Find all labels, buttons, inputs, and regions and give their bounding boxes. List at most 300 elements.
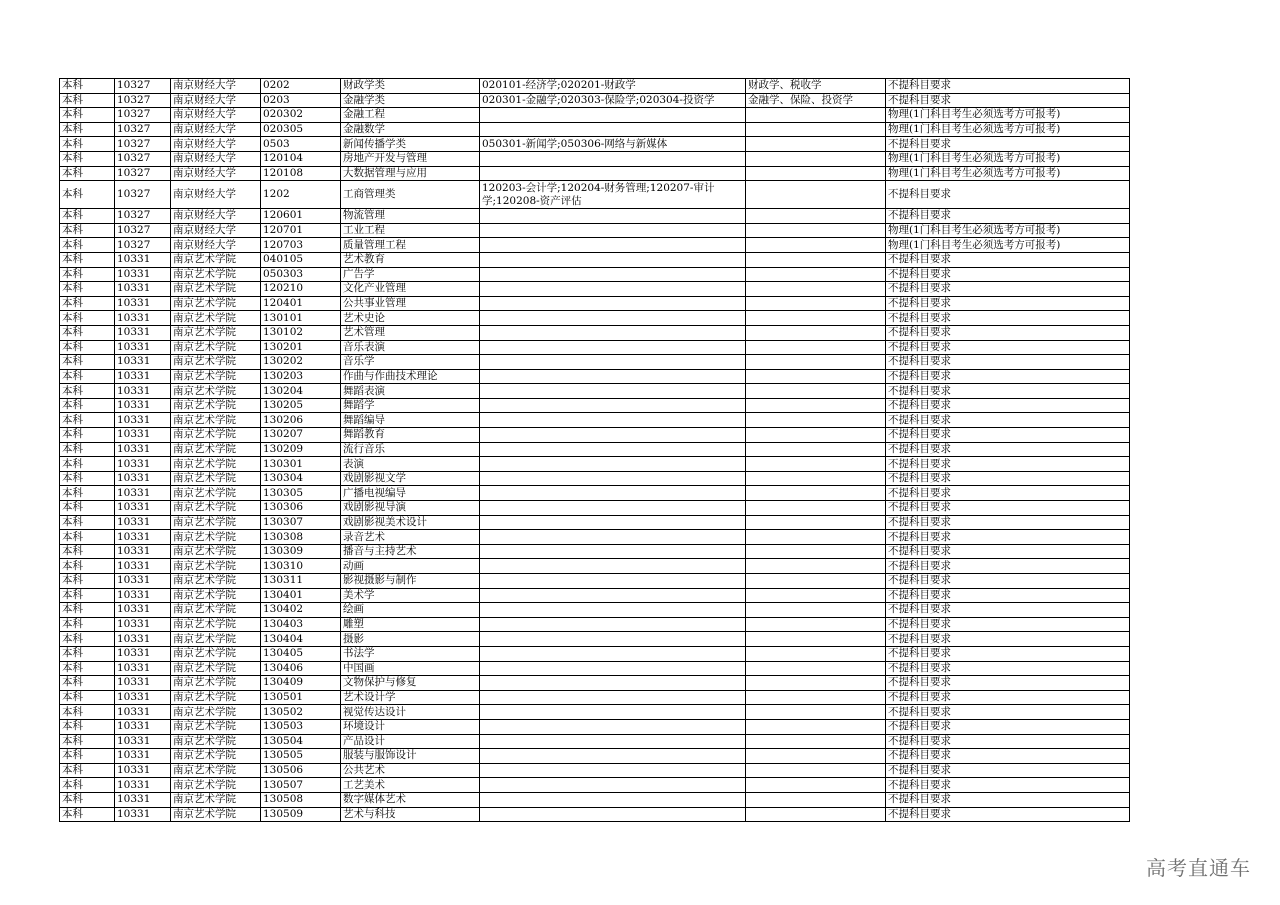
table-row <box>60 763 1130 778</box>
included-majors-cell <box>480 340 746 355</box>
level-cell: 本科 <box>60 369 115 384</box>
subject-requirement-cell: 不提科目要求 <box>886 661 1130 676</box>
major-code-cell: 130304 <box>261 471 341 486</box>
school-code-cell: 10331 <box>115 398 171 413</box>
notes-cell <box>746 792 886 807</box>
subject-requirement-cell: 物理(1门科目考生必须选考方可报考) <box>886 108 1130 123</box>
notes-cell <box>746 574 886 589</box>
notes-cell <box>746 778 886 793</box>
subject-requirement-cell: 不提科目要求 <box>886 792 1130 807</box>
major-name-cell: 大数据管理与应用 <box>341 166 480 181</box>
school-code-cell: 10331 <box>115 690 171 705</box>
school-code-cell: 10331 <box>115 413 171 428</box>
level-cell: 本科 <box>60 137 115 152</box>
major-name-cell: 音乐表演 <box>341 340 480 355</box>
school-name-cell: 南京艺术学院 <box>171 792 261 807</box>
included-majors-cell <box>480 501 746 516</box>
level-cell: 本科 <box>60 355 115 370</box>
school-name-cell: 南京艺术学院 <box>171 282 261 297</box>
major-code-cell: 120401 <box>261 296 341 311</box>
table-row <box>60 471 1130 486</box>
major-name-cell: 动画 <box>341 559 480 574</box>
notes-cell <box>746 763 886 778</box>
notes-cell <box>746 807 886 822</box>
school-code-cell: 10327 <box>115 137 171 152</box>
notes-cell <box>746 719 886 734</box>
level-cell: 本科 <box>60 603 115 618</box>
level-cell: 本科 <box>60 646 115 661</box>
major-name-cell: 文物保护与修复 <box>341 676 480 691</box>
major-name-cell: 书法学 <box>341 646 480 661</box>
major-code-cell: 0203 <box>261 93 341 108</box>
school-name-cell: 南京艺术学院 <box>171 515 261 530</box>
subject-requirement-cell: 不提科目要求 <box>886 705 1130 720</box>
subject-requirement-cell: 不提科目要求 <box>886 617 1130 632</box>
major-name-cell: 舞蹈学 <box>341 398 480 413</box>
subject-requirement-cell: 不提科目要求 <box>886 471 1130 486</box>
included-majors-cell <box>480 705 746 720</box>
included-majors-cell <box>480 515 746 530</box>
table-row <box>60 676 1130 691</box>
school-name-cell: 南京财经大学 <box>171 93 261 108</box>
school-name-cell: 南京艺术学院 <box>171 574 261 589</box>
major-name-cell: 公共事业管理 <box>341 296 480 311</box>
notes-cell <box>746 282 886 297</box>
included-majors-cell <box>480 792 746 807</box>
school-code-cell: 10331 <box>115 530 171 545</box>
school-code-cell: 10331 <box>115 515 171 530</box>
included-majors-cell <box>480 166 746 181</box>
school-name-cell: 南京艺术学院 <box>171 340 261 355</box>
major-code-cell: 120601 <box>261 209 341 224</box>
major-code-cell: 130102 <box>261 325 341 340</box>
school-code-cell: 10331 <box>115 296 171 311</box>
major-code-cell: 0503 <box>261 137 341 152</box>
school-code-cell: 10331 <box>115 632 171 647</box>
included-majors-cell <box>480 486 746 501</box>
major-code-cell: 130310 <box>261 559 341 574</box>
included-majors-cell <box>480 574 746 589</box>
major-code-cell: 040105 <box>261 252 341 267</box>
subject-requirement-cell: 不提科目要求 <box>886 282 1130 297</box>
level-cell: 本科 <box>60 93 115 108</box>
school-name-cell: 南京艺术学院 <box>171 384 261 399</box>
major-code-cell: 130308 <box>261 530 341 545</box>
school-name-cell: 南京艺术学院 <box>171 617 261 632</box>
included-majors-cell <box>480 355 746 370</box>
subject-requirement-cell: 不提科目要求 <box>886 646 1130 661</box>
notes-cell <box>746 588 886 603</box>
major-code-cell: 130405 <box>261 646 341 661</box>
subject-requirement-cell: 不提科目要求 <box>886 384 1130 399</box>
table-row <box>60 646 1130 661</box>
school-name-cell: 南京艺术学院 <box>171 763 261 778</box>
major-name-cell: 艺术管理 <box>341 325 480 340</box>
included-majors-cell <box>480 603 746 618</box>
subject-requirement-cell: 物理(1门科目考生必须选考方可报考) <box>886 166 1130 181</box>
included-majors-cell <box>480 108 746 123</box>
school-name-cell: 南京艺术学院 <box>171 457 261 472</box>
table-row <box>60 282 1130 297</box>
level-cell: 本科 <box>60 501 115 516</box>
table-row <box>60 79 1130 94</box>
notes-cell <box>746 209 886 224</box>
subject-requirement-cell: 不提科目要求 <box>886 544 1130 559</box>
subject-requirement-cell: 不提科目要求 <box>886 209 1130 224</box>
major-code-cell: 130506 <box>261 763 341 778</box>
school-name-cell: 南京财经大学 <box>171 223 261 238</box>
notes-cell <box>746 296 886 311</box>
included-majors-cell: 020101-经济学;020201-财政学 <box>480 79 746 94</box>
table-row <box>60 369 1130 384</box>
table-row <box>60 238 1130 253</box>
subject-requirement-cell: 不提科目要求 <box>886 719 1130 734</box>
school-name-cell: 南京艺术学院 <box>171 705 261 720</box>
subject-requirement-cell: 不提科目要求 <box>886 763 1130 778</box>
major-code-cell: 020305 <box>261 122 341 137</box>
school-code-cell: 10331 <box>115 355 171 370</box>
subject-requirement-cell: 不提科目要求 <box>886 137 1130 152</box>
school-name-cell: 南京艺术学院 <box>171 559 261 574</box>
major-code-cell: 130504 <box>261 734 341 749</box>
subject-requirement-cell: 不提科目要求 <box>886 355 1130 370</box>
major-code-cell: 130401 <box>261 588 341 603</box>
table-row <box>60 617 1130 632</box>
notes-cell <box>746 137 886 152</box>
major-name-cell: 新闻传播学类 <box>341 137 480 152</box>
subject-requirement-cell: 不提科目要求 <box>886 398 1130 413</box>
major-code-cell: 130209 <box>261 442 341 457</box>
notes-cell <box>746 544 886 559</box>
notes-cell <box>746 384 886 399</box>
notes-cell <box>746 108 886 123</box>
notes-cell <box>746 617 886 632</box>
table-row <box>60 413 1130 428</box>
major-code-cell: 130406 <box>261 661 341 676</box>
major-name-cell: 雕塑 <box>341 617 480 632</box>
level-cell: 本科 <box>60 296 115 311</box>
level-cell: 本科 <box>60 574 115 589</box>
subject-requirement-cell: 不提科目要求 <box>886 559 1130 574</box>
notes-cell <box>746 705 886 720</box>
school-code-cell: 10327 <box>115 166 171 181</box>
notes-cell <box>746 515 886 530</box>
included-majors-cell <box>480 325 746 340</box>
table-row <box>60 632 1130 647</box>
school-code-cell: 10331 <box>115 559 171 574</box>
level-cell: 本科 <box>60 515 115 530</box>
included-majors-cell <box>480 778 746 793</box>
major-code-cell: 130205 <box>261 398 341 413</box>
school-name-cell: 南京艺术学院 <box>171 413 261 428</box>
table-row <box>60 501 1130 516</box>
notes-cell <box>746 340 886 355</box>
major-name-cell: 工业工程 <box>341 223 480 238</box>
school-name-cell: 南京艺术学院 <box>171 734 261 749</box>
included-majors-cell <box>480 413 746 428</box>
table-row <box>60 428 1130 443</box>
watermark-text: 高考直通车 <box>1146 856 1251 880</box>
included-majors-cell <box>480 238 746 253</box>
major-name-cell: 产品设计 <box>341 734 480 749</box>
subject-requirement-cell: 不提科目要求 <box>886 676 1130 691</box>
table-row <box>60 749 1130 764</box>
level-cell: 本科 <box>60 79 115 94</box>
subject-requirement-cell: 不提科目要求 <box>886 181 1130 209</box>
major-name-cell: 工商管理类 <box>341 181 480 209</box>
notes-cell <box>746 734 886 749</box>
level-cell: 本科 <box>60 428 115 443</box>
level-cell: 本科 <box>60 282 115 297</box>
school-code-cell: 10331 <box>115 603 171 618</box>
school-code-cell: 10331 <box>115 778 171 793</box>
major-name-cell: 视觉传达设计 <box>341 705 480 720</box>
level-cell: 本科 <box>60 617 115 632</box>
table-row <box>60 151 1130 166</box>
school-name-cell: 南京艺术学院 <box>171 632 261 647</box>
school-name-cell: 南京财经大学 <box>171 166 261 181</box>
table-row <box>60 398 1130 413</box>
table-row <box>60 588 1130 603</box>
subject-requirement-cell: 不提科目要求 <box>886 501 1130 516</box>
school-name-cell: 南京艺术学院 <box>171 807 261 822</box>
notes-cell <box>746 311 886 326</box>
notes-cell <box>746 442 886 457</box>
major-name-cell: 金融学类 <box>341 93 480 108</box>
major-code-cell: 130501 <box>261 690 341 705</box>
included-majors-cell <box>480 151 746 166</box>
major-name-cell: 美术学 <box>341 588 480 603</box>
table-row <box>60 574 1130 589</box>
school-code-cell: 10331 <box>115 719 171 734</box>
school-name-cell: 南京艺术学院 <box>171 428 261 443</box>
school-code-cell: 10327 <box>115 209 171 224</box>
level-cell: 本科 <box>60 311 115 326</box>
notes-cell <box>746 325 886 340</box>
included-majors-cell <box>480 398 746 413</box>
level-cell: 本科 <box>60 238 115 253</box>
notes-cell <box>746 267 886 282</box>
subject-requirement-cell: 不提科目要求 <box>886 603 1130 618</box>
school-name-cell: 南京艺术学院 <box>171 501 261 516</box>
major-name-cell: 金融工程 <box>341 108 480 123</box>
school-name-cell: 南京财经大学 <box>171 137 261 152</box>
major-name-cell: 戏剧影视美术设计 <box>341 515 480 530</box>
level-cell: 本科 <box>60 749 115 764</box>
school-code-cell: 10331 <box>115 544 171 559</box>
subject-requirement-cell: 不提科目要求 <box>886 734 1130 749</box>
school-name-cell: 南京艺术学院 <box>171 486 261 501</box>
school-code-cell: 10331 <box>115 325 171 340</box>
included-majors-cell <box>480 384 746 399</box>
level-cell: 本科 <box>60 486 115 501</box>
major-code-cell: 130403 <box>261 617 341 632</box>
major-name-cell: 舞蹈表演 <box>341 384 480 399</box>
notes-cell <box>746 428 886 443</box>
level-cell: 本科 <box>60 676 115 691</box>
notes-cell <box>746 530 886 545</box>
table-row <box>60 223 1130 238</box>
major-code-cell: 130201 <box>261 340 341 355</box>
level-cell: 本科 <box>60 442 115 457</box>
subject-requirement-cell: 物理(1门科目考生必须选考方可报考) <box>886 223 1130 238</box>
table-row <box>60 603 1130 618</box>
major-name-cell: 表演 <box>341 457 480 472</box>
level-cell: 本科 <box>60 122 115 137</box>
school-code-cell: 10331 <box>115 471 171 486</box>
table-row <box>60 325 1130 340</box>
level-cell: 本科 <box>60 661 115 676</box>
major-code-cell: 130307 <box>261 515 341 530</box>
table-row <box>60 559 1130 574</box>
level-cell: 本科 <box>60 340 115 355</box>
subject-requirement-cell: 不提科目要求 <box>886 442 1130 457</box>
school-name-cell: 南京财经大学 <box>171 79 261 94</box>
school-name-cell: 南京艺术学院 <box>171 398 261 413</box>
included-majors-cell <box>480 311 746 326</box>
school-name-cell: 南京艺术学院 <box>171 661 261 676</box>
notes-cell <box>746 252 886 267</box>
notes-cell <box>746 471 886 486</box>
included-majors-cell <box>480 122 746 137</box>
table-row <box>60 267 1130 282</box>
school-code-cell: 10331 <box>115 428 171 443</box>
major-code-cell: 130202 <box>261 355 341 370</box>
level-cell: 本科 <box>60 719 115 734</box>
school-code-cell: 10331 <box>115 501 171 516</box>
subject-requirement-cell: 不提科目要求 <box>886 778 1130 793</box>
notes-cell <box>746 181 886 209</box>
school-code-cell: 10331 <box>115 457 171 472</box>
included-majors-cell <box>480 544 746 559</box>
included-majors-cell <box>480 369 746 384</box>
school-code-cell: 10331 <box>115 792 171 807</box>
school-name-cell: 南京艺术学院 <box>171 311 261 326</box>
major-code-cell: 130309 <box>261 544 341 559</box>
level-cell: 本科 <box>60 778 115 793</box>
major-name-cell: 房地产开发与管理 <box>341 151 480 166</box>
included-majors-cell <box>480 763 746 778</box>
level-cell: 本科 <box>60 792 115 807</box>
subject-requirement-cell: 不提科目要求 <box>886 588 1130 603</box>
table-row <box>60 457 1130 472</box>
level-cell: 本科 <box>60 398 115 413</box>
school-name-cell: 南京财经大学 <box>171 151 261 166</box>
subject-requirement-cell: 不提科目要求 <box>886 486 1130 501</box>
school-code-cell: 10331 <box>115 734 171 749</box>
included-majors-cell <box>480 442 746 457</box>
subject-requirement-cell: 不提科目要求 <box>886 530 1130 545</box>
included-majors-cell <box>480 719 746 734</box>
included-majors-cell <box>480 588 746 603</box>
school-name-cell: 南京艺术学院 <box>171 646 261 661</box>
level-cell: 本科 <box>60 705 115 720</box>
major-name-cell: 文化产业管理 <box>341 282 480 297</box>
level-cell: 本科 <box>60 413 115 428</box>
level-cell: 本科 <box>60 151 115 166</box>
school-name-cell: 南京艺术学院 <box>171 749 261 764</box>
table-row <box>60 311 1130 326</box>
school-code-cell: 10331 <box>115 646 171 661</box>
level-cell: 本科 <box>60 544 115 559</box>
major-code-cell: 130306 <box>261 501 341 516</box>
level-cell: 本科 <box>60 588 115 603</box>
level-cell: 本科 <box>60 252 115 267</box>
school-name-cell: 南京艺术学院 <box>171 530 261 545</box>
major-name-cell: 工艺美术 <box>341 778 480 793</box>
major-name-cell: 环境设计 <box>341 719 480 734</box>
included-majors-cell: 120203-会计学;120204-财务管理;120207-审计学;120208-资产评估 <box>480 181 746 209</box>
notes-cell <box>746 603 886 618</box>
major-name-cell: 绘画 <box>341 603 480 618</box>
table-row <box>60 792 1130 807</box>
school-code-cell: 10327 <box>115 223 171 238</box>
major-name-cell: 艺术与科技 <box>341 807 480 822</box>
table-row <box>60 384 1130 399</box>
included-majors-cell <box>480 530 746 545</box>
major-name-cell: 中国画 <box>341 661 480 676</box>
level-cell: 本科 <box>60 734 115 749</box>
table-row <box>60 209 1130 224</box>
school-code-cell: 10331 <box>115 340 171 355</box>
subject-requirement-cell: 不提科目要求 <box>886 369 1130 384</box>
level-cell: 本科 <box>60 166 115 181</box>
included-majors-cell <box>480 749 746 764</box>
notes-cell <box>746 151 886 166</box>
school-code-cell: 10331 <box>115 588 171 603</box>
major-code-cell: 130203 <box>261 369 341 384</box>
school-name-cell: 南京财经大学 <box>171 122 261 137</box>
subject-requirement-cell: 物理(1门科目考生必须选考方可报考) <box>886 151 1130 166</box>
admission-requirements-table <box>59 78 1130 822</box>
school-name-cell: 南京财经大学 <box>171 238 261 253</box>
level-cell: 本科 <box>60 325 115 340</box>
major-name-cell: 戏剧影视导演 <box>341 501 480 516</box>
school-code-cell: 10331 <box>115 267 171 282</box>
major-code-cell: 130301 <box>261 457 341 472</box>
subject-requirement-cell: 不提科目要求 <box>886 574 1130 589</box>
major-name-cell: 广播电视编导 <box>341 486 480 501</box>
major-name-cell: 物流管理 <box>341 209 480 224</box>
notes-cell <box>746 413 886 428</box>
notes-cell <box>746 501 886 516</box>
notes-cell <box>746 749 886 764</box>
major-code-cell: 120703 <box>261 238 341 253</box>
table-row <box>60 122 1130 137</box>
level-cell: 本科 <box>60 457 115 472</box>
subject-requirement-cell: 物理(1门科目考生必须选考方可报考) <box>886 122 1130 137</box>
table-row <box>60 719 1130 734</box>
major-code-cell: 020302 <box>261 108 341 123</box>
subject-requirement-cell: 不提科目要求 <box>886 93 1130 108</box>
major-code-cell: 130505 <box>261 749 341 764</box>
subject-requirement-cell: 不提科目要求 <box>886 311 1130 326</box>
table-row <box>60 181 1130 209</box>
school-code-cell: 10331 <box>115 384 171 399</box>
table-row <box>60 108 1130 123</box>
notes-cell <box>746 223 886 238</box>
major-name-cell: 公共艺术 <box>341 763 480 778</box>
subject-requirement-cell: 不提科目要求 <box>886 340 1130 355</box>
major-code-cell: 120210 <box>261 282 341 297</box>
school-name-cell: 南京艺术学院 <box>171 355 261 370</box>
included-majors-cell <box>480 471 746 486</box>
major-name-cell: 广告学 <box>341 267 480 282</box>
school-name-cell: 南京艺术学院 <box>171 603 261 618</box>
major-code-cell: 130507 <box>261 778 341 793</box>
table-row <box>60 807 1130 822</box>
notes-cell <box>746 690 886 705</box>
